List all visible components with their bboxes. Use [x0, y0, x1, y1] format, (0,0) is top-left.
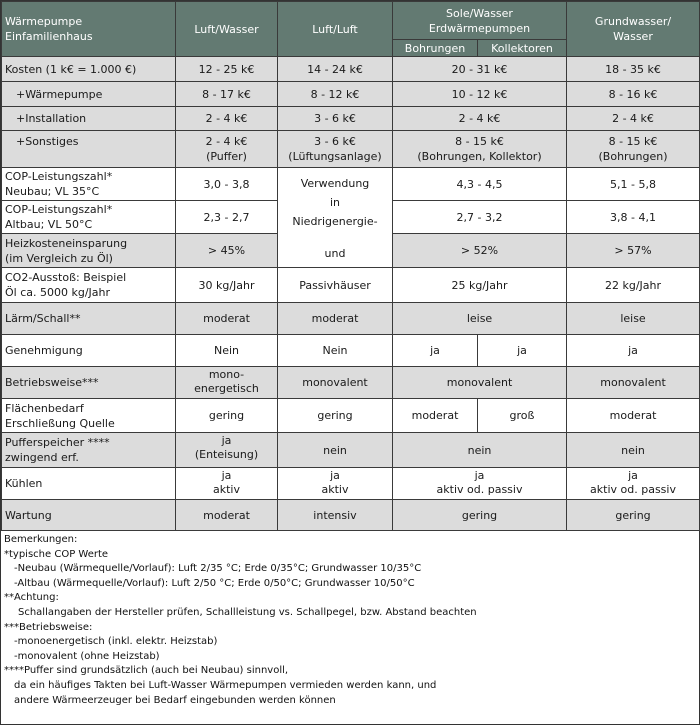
- row-label-line: Altbau; VL 50°C: [5, 218, 93, 231]
- cell-grundwasser: [567, 131, 700, 168]
- cell-grundwasser: ja: [567, 335, 700, 367]
- cell-line: aktiv od. passiv: [436, 483, 523, 496]
- cell-luft-wasser: 8 - 17 k€: [176, 82, 278, 107]
- cell-luft-luft: gering: [278, 399, 393, 433]
- row-label: +Installation: [2, 107, 176, 131]
- notes-cop-title: *typische COP Werte: [4, 548, 109, 560]
- row-label: [2, 168, 176, 201]
- cell-grundwasser: [567, 468, 700, 500]
- cell-luft-luft: monovalent: [278, 367, 393, 399]
- header-sole-line2: Erdwärmepumpen: [428, 21, 531, 35]
- cell-sole: [393, 468, 567, 500]
- merged-line: in: [329, 196, 341, 209]
- cell-sole: nein: [393, 433, 567, 468]
- row-label: Betriebsweise***: [2, 367, 176, 399]
- cell-luft-luft: intensiv: [278, 500, 393, 531]
- header-sole-wasser: [393, 2, 567, 40]
- row-laerm: [2, 303, 700, 335]
- cell-line: (Bohrungen): [598, 150, 668, 163]
- row-label: [2, 399, 176, 433]
- cell-line: aktiv od. passiv: [590, 483, 676, 496]
- cell-luft-wasser: [176, 433, 278, 468]
- cell-luft-wasser: gering: [176, 399, 278, 433]
- cell-sole: [393, 131, 567, 168]
- row-flaechenbedarf: [2, 399, 700, 433]
- cell-luft-luft: nein: [278, 433, 393, 468]
- notes-puffer-line2: da ein häufiges Takten bei Luft-Wasser Wärmepumpen vermieden werden kann, und: [14, 679, 437, 691]
- cell-luft-wasser: [176, 131, 278, 168]
- row-genehmigung: [2, 335, 700, 367]
- cell-grundwasser: moderat: [567, 399, 700, 433]
- row-kosten: [2, 57, 700, 82]
- cell-luft-wasser: 3,0 - 3,8: [176, 168, 278, 201]
- row-label-line: Erschließung Quelle: [5, 416, 115, 430]
- notes-puffer-line1: ****Puffer sind grundsätzlich (auch bei Neubau) sinnvoll,: [4, 665, 289, 677]
- cell-luft-luft: [278, 131, 393, 168]
- row-label: [2, 268, 176, 303]
- header-luft-wasser: Luft/Wasser: [176, 2, 278, 57]
- cell-grundwasser: > 57%: [567, 234, 700, 268]
- cell-grundwasser: 5,1 - 5,8: [567, 168, 700, 201]
- cell-line: mono-: [208, 368, 245, 381]
- row-installation: [2, 107, 700, 131]
- row-label: Wartung: [2, 500, 176, 531]
- row-cop-neubau: [2, 168, 700, 201]
- cell-sole: 2 - 4 k€: [393, 107, 567, 131]
- cell-line: energetisch: [194, 382, 259, 395]
- notes-betrieb-title: ***Betriebsweise:: [4, 621, 93, 633]
- cell-luft-luft: 14 - 24 k€: [278, 57, 393, 82]
- notes-puffer-line3: andere Wärmeerzeuger bei Bedarf eingebunden werden können: [14, 694, 336, 706]
- row-label-line: Pufferspeicher ****: [5, 436, 110, 449]
- cell-sole: leise: [393, 303, 567, 335]
- header-grundwasser: [567, 2, 700, 57]
- row-waermepumpe: [2, 82, 700, 107]
- row-label: [2, 433, 176, 468]
- row-label: Kosten (1 k€ = 1.000 €): [2, 57, 176, 82]
- header-grund-line1: Grundwasser/: [594, 15, 672, 28]
- row-sonstiges: [2, 131, 700, 168]
- row-label-line: zwingend erf.: [5, 451, 79, 464]
- row-label: [2, 234, 176, 268]
- cell-luft-luft: Passivhäuser: [278, 268, 393, 303]
- row-label-line: Flächenbedarf: [5, 401, 84, 415]
- row-label: Genehmigung: [2, 335, 176, 367]
- cell-sole: monovalent: [393, 367, 567, 399]
- cell-grundwasser: 22 kg/Jahr: [567, 268, 700, 303]
- cell-line: 3 - 6 k€: [314, 135, 356, 148]
- cell-luft-luft-merged: [278, 168, 393, 268]
- cell-grundwasser: 8 - 16 k€: [567, 82, 700, 107]
- cell-luft-luft: Nein: [278, 335, 393, 367]
- cell-kollektoren: ja: [478, 335, 567, 367]
- row-label-line: COP-Leistungszahl*: [5, 170, 113, 183]
- cell-luft-wasser: Nein: [176, 335, 278, 367]
- cell-luft-wasser: 2,3 - 2,7: [176, 201, 278, 234]
- cell-line: ja: [221, 469, 232, 482]
- row-pufferspeicher: [2, 433, 700, 468]
- notes-achtung-title: **Achtung:: [4, 592, 59, 604]
- row-label-line: COP-Leistungszahl*: [5, 203, 113, 216]
- notes-betrieb-valent: -monovalent (ohne Heizstab): [14, 650, 160, 662]
- cell-luft-wasser: > 45%: [176, 234, 278, 268]
- header-luft-luft: Luft/Luft: [278, 2, 393, 57]
- cell-bohrungen: moderat: [393, 399, 478, 433]
- cell-luft-wasser: [176, 468, 278, 500]
- cell-luft-wasser: moderat: [176, 500, 278, 531]
- row-label-line: CO2-Ausstoß: Beispiel: [5, 271, 127, 284]
- cell-grundwasser: 2 - 4 k€: [567, 107, 700, 131]
- cell-sole: 2,7 - 3,2: [393, 201, 567, 234]
- cell-line: aktiv: [213, 483, 240, 496]
- cell-luft-luft: moderat: [278, 303, 393, 335]
- cell-sole: gering: [393, 500, 567, 531]
- header-sub-bohrungen: Bohrungen: [393, 40, 478, 57]
- cell-line: ja: [474, 469, 485, 482]
- heat-pump-comparison-table: [1, 1, 700, 531]
- cell-luft-wasser: moderat: [176, 303, 278, 335]
- header-grund-line2: Wasser: [613, 30, 653, 43]
- header-row-label: [2, 2, 176, 57]
- merged-line: Verwendung: [300, 177, 370, 190]
- row-label: Kühlen: [2, 468, 176, 500]
- row-kuehlen: [2, 468, 700, 500]
- cell-line: ja: [221, 434, 232, 447]
- notes-cop-neubau: -Neubau (Wärmequelle/Vorlauf): Luft 2/35 °C; Erde 0/35°C; Grundwasser 10/35°C: [14, 563, 422, 575]
- cell-line: 2 - 4 k€: [205, 135, 248, 148]
- row-label-line: (im Vergleich zu Öl): [5, 251, 113, 265]
- row-label: +Sonstiges: [2, 131, 176, 168]
- row-co2: [2, 268, 700, 303]
- cell-line: ja: [330, 469, 340, 482]
- row-label-line: Neubau; VL 35°C: [5, 185, 100, 198]
- cell-grundwasser: nein: [567, 433, 700, 468]
- cell-grundwasser: 18 - 35 k€: [567, 57, 700, 82]
- row-betriebsweise: [2, 367, 700, 399]
- cell-grundwasser: leise: [567, 303, 700, 335]
- cell-sole: 10 - 12 k€: [393, 82, 567, 107]
- cell-luft-wasser: [176, 367, 278, 399]
- cell-sole: > 52%: [393, 234, 567, 268]
- merged-line: Niedrigenergie-: [292, 215, 378, 228]
- row-label: Lärm/Schall**: [2, 303, 176, 335]
- cell-sole: 20 - 31 k€: [393, 57, 567, 82]
- cell-line: (Bohrungen, Kollektor): [417, 150, 542, 163]
- cell-sole: 4,3 - 4,5: [393, 168, 567, 201]
- header-row-label-line2: Einfamilienhaus: [5, 30, 93, 43]
- notes-cop-altbau: -Altbau (Wärmequelle/Vorlauf): Luft 2/50 °C; Erde 0/50°C; Grundwasser 10/50°C: [14, 577, 415, 589]
- header-row-label-line1: Wärmepumpe: [5, 15, 83, 28]
- cell-line: aktiv: [321, 483, 349, 496]
- cell-luft-luft: 3 - 6 k€: [278, 107, 393, 131]
- row-wartung: [2, 500, 700, 531]
- cell-luft-wasser: 30 kg/Jahr: [176, 268, 278, 303]
- header-sole-line1: Sole/Wasser: [446, 6, 513, 20]
- header-sub-kollektoren: Kollektoren: [478, 40, 567, 57]
- cell-line: (Enteisung): [194, 448, 259, 461]
- cell-grundwasser: monovalent: [567, 367, 700, 399]
- cell-line: (Puffer): [206, 150, 247, 163]
- cell-line: (Lüftungsanlage): [288, 150, 382, 163]
- row-label: [2, 201, 176, 234]
- row-label: +Wärmepumpe: [2, 82, 176, 107]
- cell-grundwasser: 3,8 - 4,1: [567, 201, 700, 234]
- cell-kollektoren: groß: [478, 399, 567, 433]
- notes-betrieb-mono: -monoenergetisch (inkl. elektr. Heizstab): [14, 636, 218, 648]
- cell-luft-luft: [278, 468, 393, 500]
- cell-line: 8 - 15 k€: [608, 135, 658, 148]
- cell-luft-wasser: 12 - 25 k€: [176, 57, 278, 82]
- row-label-line: Öl ca. 5000 kg/Jahr: [5, 286, 111, 299]
- cell-luft-luft: 8 - 12 k€: [278, 82, 393, 107]
- cell-grundwasser: gering: [567, 500, 700, 531]
- cell-bohrungen: ja: [393, 335, 478, 367]
- cell-line: ja: [628, 469, 638, 482]
- merged-line: und: [324, 247, 346, 260]
- cell-luft-wasser: 2 - 4 k€: [176, 107, 278, 131]
- header-row-top: [2, 2, 700, 40]
- notes-section: [1, 531, 699, 710]
- cell-line: 8 - 15 k€: [455, 135, 504, 148]
- row-label-line: Heizkosteneinsparung: [5, 236, 128, 250]
- notes-achtung-text: Schallangaben der Hersteller prüfen, Schallleistung vs. Schallpegel, bzw. Abstand beachten: [18, 606, 477, 618]
- notes-title: Bemerkungen:: [4, 534, 78, 545]
- cell-sole: 25 kg/Jahr: [393, 268, 567, 303]
